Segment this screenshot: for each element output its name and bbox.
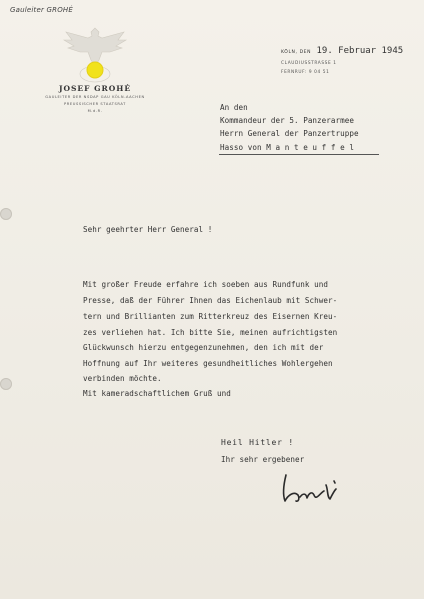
recipient-line-2: Kommandeur der 5. Panzerarmee [220,116,355,125]
heil-line: Heil Hitler ! [221,438,295,447]
date-prefix: KÖLN, DEN [281,50,312,55]
letterhead-name: JOSEF GROHÉ [58,84,132,93]
eagle-emblem-icon [58,22,132,84]
body-line: zes verliehen hat. Ich bitte Sie, meinen aufrichtigsten [83,328,338,337]
sender-street: CLAUDIUSSTRASSE 1 [281,61,337,66]
punch-hole [0,378,12,390]
margin-note: Gauleiter GROHÉ [10,6,73,14]
body-line: Glückwunsch hierzu entgegenzunehmen, den ich mit der [83,343,324,352]
sign-off: Ihr sehr ergebener [221,455,305,464]
date-value: 19. Februar 1945 [316,46,404,56]
letterhead-office: PREUSSISCHER STAATSRAT [64,102,126,106]
recipient-underline [219,154,379,155]
sender-phone: FERNRUF: 9 04 51 [281,70,330,75]
body-line: verbinden möchte. [83,374,162,383]
body-line: tern und Brillianten zum Ritterkreuz des Eisernen Kreu- [83,312,338,321]
recipient-line-3: Herrn General der Panzertruppe [220,129,359,138]
recipient-line-1: An den [220,103,248,112]
letterhead-title: GAULEITER DER NSDAP GAU KÖLN-AACHEN [45,95,145,99]
recipient-line-4: Hasso von M a n t e u f f e l [220,143,355,152]
body-line: Presse, daß der Führer Ihnen das Eichenlaub mit Schwer- [83,296,338,305]
punch-hole [0,208,12,220]
salutation: Sehr geehrter Herr General ! [83,225,213,234]
body-line: Mit großer Freude erfahre ich soeben aus Rundfunk und [83,280,328,289]
date-line [281,46,403,56]
letterhead-mdr: M.d.R. [87,109,103,113]
closing: Mit kameradschaftlichem Gruß und [83,389,231,398]
body-line: Hoffnung auf Ihr weiteres gesundheitliches Wohlergehen [83,359,333,368]
handwritten-signature-icon [276,471,348,507]
